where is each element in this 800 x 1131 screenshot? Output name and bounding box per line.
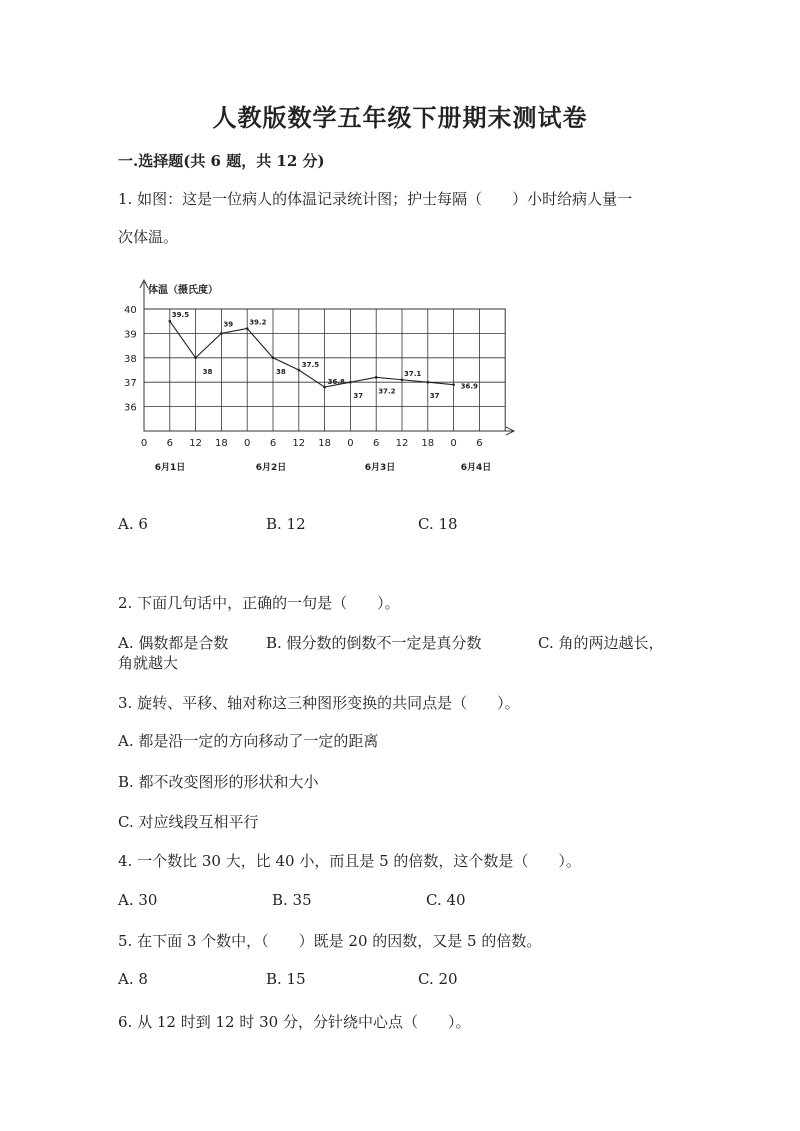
chart-y-tick-label: 37 <box>124 378 137 390</box>
chart-y-tick-label: 39 <box>124 329 137 341</box>
question-1-option-a[interactable]: A. 6 <box>118 515 148 533</box>
chart-x-tick-label: 0 <box>244 438 251 449</box>
chart-data-point <box>169 320 172 323</box>
chart-data-point <box>452 383 455 386</box>
chart-data-label: 38 <box>276 367 286 376</box>
question-1-stem-line1: 1. 如图：这是一位病人的体温记录统计图；护士每隔（ ）小时给病人量一 <box>118 190 633 208</box>
chart-data-label: 37.1 <box>404 369 422 378</box>
chart-data-label: 39.2 <box>249 318 267 327</box>
chart-x-tick-label: 0 <box>450 438 457 449</box>
chart-data-point <box>401 378 404 381</box>
chart-day-label: 6月1日 <box>154 463 186 472</box>
chart-data-label: 37.5 <box>301 361 320 369</box>
chart-day-label: 6月4日 <box>460 463 492 472</box>
chart-x-tick-label: 12 <box>395 438 409 449</box>
question-3-stem: 3. 旋转、平移、轴对称这三种图形变换的共同点是（ ）。 <box>118 694 520 712</box>
chart-y-tick-label: 36 <box>124 402 137 414</box>
chart-data-point <box>427 381 430 384</box>
chart-x-tick-label: 12 <box>292 438 306 449</box>
chart-data-point <box>220 332 223 335</box>
chart-data-label: 37 <box>353 392 364 401</box>
chart-data-point <box>375 376 378 379</box>
question-5-stem: 5. 在下面 3 个数中，（ ）既是 20 的因数，又是 5 的倍数。 <box>118 932 542 950</box>
chart-x-tick-label: 0 <box>347 438 354 449</box>
chart-data-point <box>349 381 352 384</box>
question-1-stem-line2: 次体温。 <box>118 228 179 246</box>
chart-x-tick-label: 6 <box>269 438 277 449</box>
question-4-option-c[interactable]: C. 40 <box>426 891 466 909</box>
chart-x-tick-label: 18 <box>318 438 331 449</box>
question-1-option-b[interactable]: B. 12 <box>266 515 306 533</box>
chart-data-label: 39 <box>223 320 234 329</box>
question-1-option-c[interactable]: C. 18 <box>418 515 458 533</box>
page-title: 人教版数学五年级下册期末测试卷 <box>212 103 588 132</box>
chart-data-point <box>323 386 326 389</box>
chart-y-tick-label: 38 <box>124 353 137 365</box>
temperature-chart <box>118 272 528 472</box>
chart-data-point <box>272 357 275 360</box>
question-5-option-a[interactable]: A. 8 <box>118 970 148 988</box>
chart-y-tick-label: 40 <box>124 305 137 316</box>
question-2-option-b[interactable]: B. 假分数的倒数不一定是真分数 <box>266 634 482 652</box>
question-4-option-b[interactable]: B. 35 <box>272 891 312 909</box>
question-5-option-c[interactable]: C. 20 <box>418 970 458 988</box>
chart-data-label: 38 <box>202 367 213 376</box>
chart-data-point <box>298 369 301 372</box>
chart-data-point <box>194 357 197 360</box>
chart-day-label: 6月3日 <box>364 463 396 472</box>
chart-x-tick-label: 12 <box>189 438 202 449</box>
section-heading: 一.选择题(共 6 题，共 12 分) <box>118 152 325 170</box>
chart-data-label: 39.5 <box>171 311 190 320</box>
chart-x-tick-label: 0 <box>140 438 148 449</box>
chart-x-tick-label: 18 <box>421 438 435 449</box>
question-2-stem: 2. 下面几句话中，正确的一句是（ ）。 <box>118 594 400 612</box>
chart-x-tick-label: 18 <box>215 438 228 449</box>
question-3-option-b[interactable]: B. 都不改变图形的形状和大小 <box>118 773 319 791</box>
chart-data-label: 37.2 <box>378 387 396 396</box>
question-6-stem: 6. 从 12 时到 12 时 30 分，分针绕中心点（ ）。 <box>118 1013 471 1031</box>
question-4-option-a[interactable]: A. 30 <box>118 891 158 909</box>
question-2-option-c[interactable]: C. 角的两边越长， <box>538 634 664 652</box>
question-3-option-c[interactable]: C. 对应线段互相平行 <box>118 813 259 831</box>
question-2-option-c-continued: 角就越大 <box>118 654 179 672</box>
chart-data-label: 36.9 <box>460 382 478 391</box>
chart-x-tick-label: 6 <box>166 438 173 449</box>
chart-y-axis-label: 体温（摄氏度） <box>148 285 218 296</box>
chart-data-label: 36.8 <box>327 378 345 387</box>
chart-x-tick-label: 6 <box>476 438 483 449</box>
chart-x-tick-label: 6 <box>373 438 380 449</box>
question-4-stem: 4. 一个数比 30 大，比 40 小，而且是 5 的倍数，这个数是（ ）。 <box>118 852 581 870</box>
question-2-option-a[interactable]: A. 偶数都是合数 <box>118 634 229 652</box>
question-5-option-b[interactable]: B. 15 <box>266 970 306 988</box>
chart-data-label: 37 <box>429 392 440 401</box>
question-3-option-a[interactable]: A. 都是沿一定的方向移动了一定的距离 <box>118 732 379 750</box>
chart-data-point <box>246 327 249 330</box>
chart-day-label: 6月2日 <box>255 463 287 472</box>
